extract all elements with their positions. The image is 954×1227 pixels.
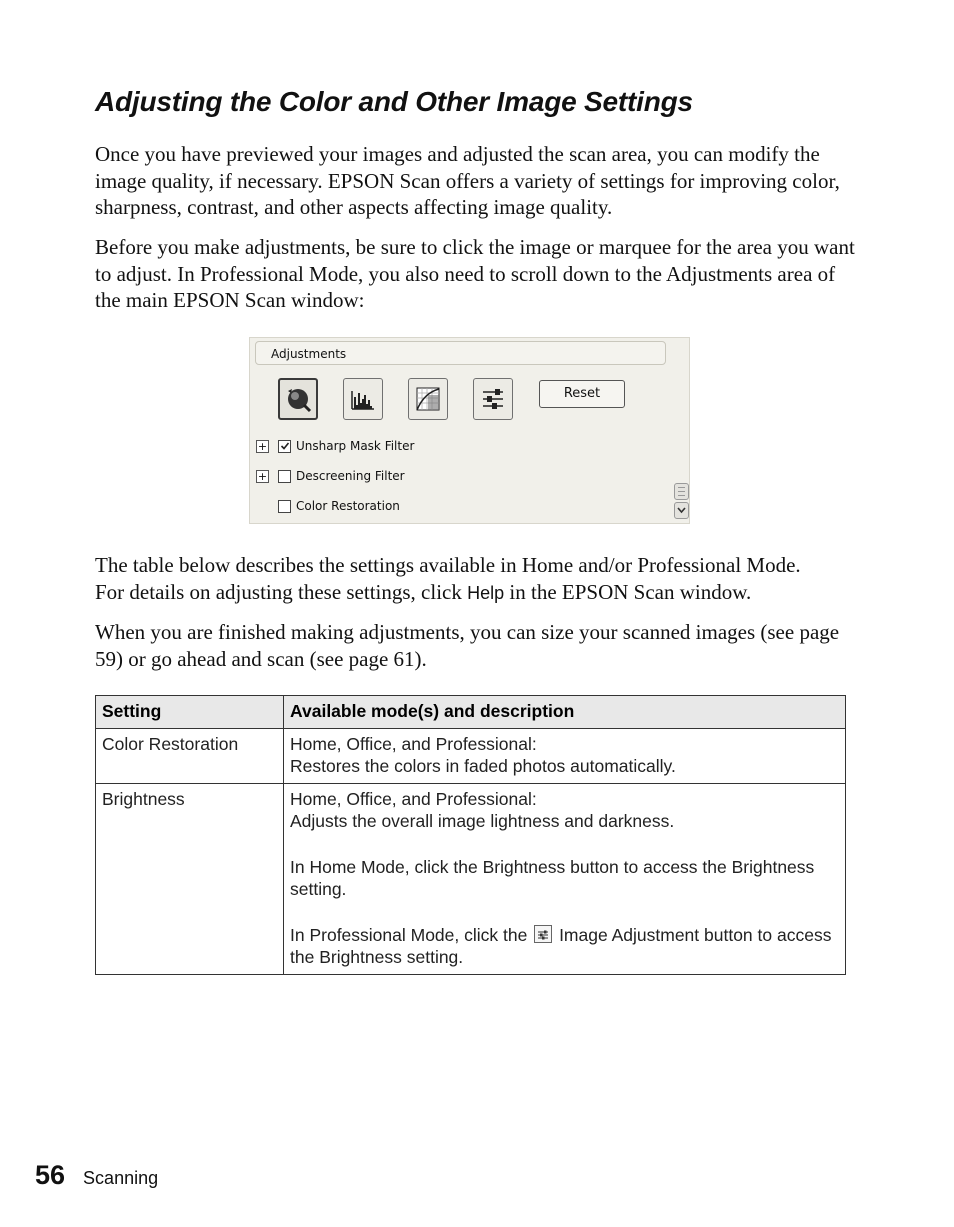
option-unsharp-mask: [256, 437, 414, 455]
adjustments-panel: [249, 337, 690, 524]
auto-exposure-button[interactable]: [278, 378, 318, 420]
table-header-row: [96, 696, 846, 729]
tone-curve-icon: [414, 385, 442, 413]
expand-unsharp-mask-icon[interactable]: +: [257, 439, 268, 453]
unsharp-mask-checkbox[interactable]: [278, 440, 291, 453]
settings-table: [95, 695, 846, 975]
description-cell: [284, 783, 846, 974]
description-line: Adjusts the overall image lightness and darkness.: [290, 811, 675, 831]
section-name: Scanning: [83, 1168, 159, 1188]
image-adjustment-icon: [479, 385, 507, 413]
pro-note-before: In Professional Mode, click the: [290, 924, 533, 945]
color-restoration-label: Color Restoration: [296, 499, 400, 513]
help-ui-term: Help: [467, 582, 505, 603]
setting-cell: Color Restoration: [96, 728, 284, 783]
pro-note-after: Image Adjustment button to access the Brightness setting.: [290, 924, 832, 967]
auto-exposure-icon: [284, 385, 312, 413]
table-row: [96, 783, 846, 974]
modes-line: Home, Office, and Professional:: [290, 733, 537, 754]
description-cell: [284, 728, 846, 783]
histogram-button[interactable]: [343, 378, 383, 420]
image-adjustment-inline-icon: [534, 925, 552, 943]
table-intro-paragraph: [95, 552, 855, 606]
option-descreening: [256, 467, 405, 485]
reset-button[interactable]: Reset: [539, 380, 625, 408]
pro-mode-note: [290, 924, 839, 969]
chevron-down-icon: [677, 507, 686, 514]
table-intro-line2-before: For details on adjusting these settings, click: [95, 579, 468, 604]
finished-paragraph: When you are finished making adjustments, you can size your scanned images (see page 59) or go ahead and scan (see page 61).: [95, 620, 840, 671]
modes-line: Home, Office, and Professional:: [290, 788, 537, 809]
descreening-checkbox[interactable]: [278, 470, 291, 483]
image-adjustment-button[interactable]: [473, 378, 513, 420]
option-color-restoration: [278, 497, 400, 515]
color-restoration-checkbox[interactable]: [278, 500, 291, 513]
adjustments-header: Adjustments: [255, 341, 666, 365]
description-line: Restores the colors in faded photos automatically.: [290, 756, 676, 776]
intro-paragraph: Once you have previewed your images and adjusted the scan area, you can modify the image quality, if necessary. EPSON Scan offers a variety of settings for improving color, sharpness, contrast, and other aspects affecting image quality.: [95, 142, 840, 219]
header-modes: Available mode(s) and description: [284, 696, 846, 729]
expand-descreening-icon[interactable]: +: [257, 469, 268, 483]
descreening-label: Descreening Filter: [296, 469, 405, 483]
header-setting: Setting: [96, 696, 284, 729]
scroll-down-button[interactable]: [674, 502, 689, 519]
histogram-icon: [349, 385, 377, 413]
table-row: [96, 728, 846, 783]
page-heading: Adjusting the Color and Other Image Settings: [95, 86, 693, 117]
before-adjust-paragraph: Before you make adjustments, be sure to click the image or marquee for the area you want to adjust. In Professional Mode, you also need to scroll down to the Adjustments area of the main EPSON Scan window:: [95, 235, 855, 312]
page-footer: [35, 1160, 158, 1191]
unsharp-mask-label: Unsharp Mask Filter: [296, 439, 415, 453]
table-intro-line2-after: in the EPSON Scan window.: [504, 579, 752, 604]
page-number: 56: [35, 1160, 66, 1190]
panel-scrollbar[interactable]: [673, 338, 690, 523]
setting-cell: Brightness: [96, 783, 284, 974]
scrollbar-thumb[interactable]: [674, 483, 689, 500]
table-intro-line1: The table below describes the settings available in Home and/or Professional Mode.: [95, 553, 801, 577]
home-mode-note: In Home Mode, click the Brightness button to access the Brightness setting.: [290, 856, 815, 899]
tone-curve-button[interactable]: [408, 378, 448, 420]
checkmark-icon: [280, 441, 290, 451]
